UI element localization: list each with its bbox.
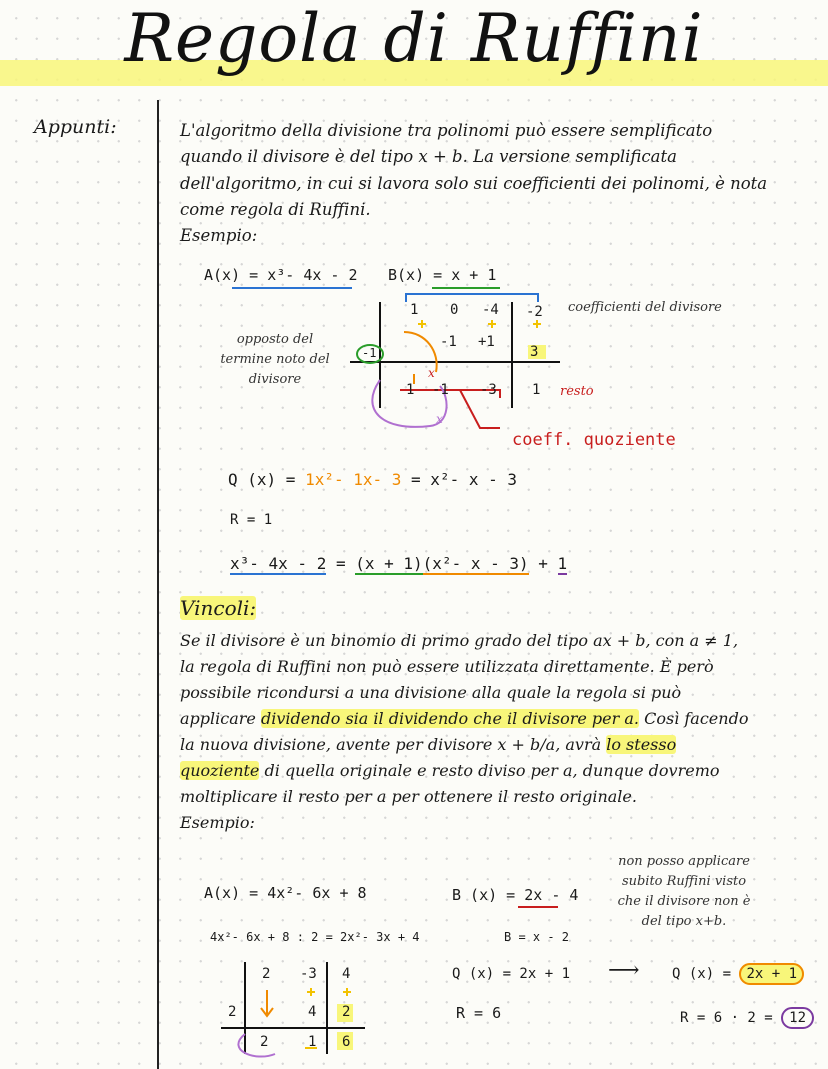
margin-line <box>157 100 159 1069</box>
quotient: (x²- x - 3) <box>422 554 529 573</box>
remainder-value: 6 <box>342 1034 351 1050</box>
coeff-bottom: -1 <box>432 382 449 398</box>
q-final-prefix: Q (x) = <box>672 966 740 982</box>
divisor: (x + 1) <box>355 554 423 573</box>
example-label: Esempio: <box>180 813 255 832</box>
new-remainder: R = 6 <box>456 1004 502 1022</box>
example-label: Esempio: <box>180 226 258 246</box>
r-final-prefix: R = 6 · 2 = <box>680 1010 782 1026</box>
ruffini-scheme-1 <box>340 290 580 440</box>
coeff-top: -3 <box>300 966 317 982</box>
page-title: Regola di Ruffini <box>124 0 704 77</box>
vincoli-line: moltiplicare il resto per a per ottenere il resto originale. <box>180 787 637 806</box>
vincoli-line: quoziente di quella originale e resto diviso per a, dunque dovremo <box>180 761 720 780</box>
q-final-value: 2x + 1 <box>739 963 804 985</box>
coeff-top: 2 <box>262 966 271 982</box>
plus-sign <box>307 988 315 996</box>
vincoli-line: la regola di Ruffini non può essere utilizzata direttamente. È però <box>180 657 714 676</box>
coeff-bottom: 1 <box>406 382 415 398</box>
plus-sign <box>343 988 351 996</box>
note-line: subito Ruffini visto <box>621 874 747 889</box>
coeff-top: 4 <box>342 966 351 982</box>
down-arrow <box>261 990 273 1016</box>
note-line: che il divisore non è <box>617 894 751 909</box>
plus-sign <box>533 320 541 328</box>
coeff-mid: 2 <box>342 1004 351 1020</box>
polynomial-a: A(x) = x³- 4x - 2 <box>204 266 358 284</box>
final-remainder <box>680 1010 814 1026</box>
divisor-value: 2 <box>228 1004 237 1020</box>
note-line: termine noto del <box>220 352 330 367</box>
arrow-right-icon: ⟶ <box>608 958 640 983</box>
quotient-line <box>228 470 517 489</box>
final-quotient <box>672 966 804 982</box>
divisor-value: -1 <box>362 346 377 360</box>
r-final-value: 12 <box>781 1007 814 1029</box>
underline-blue <box>232 287 352 289</box>
sidebar-label: Appunti: <box>34 116 117 138</box>
new-quotient: Q (x) = 2x + 1 <box>452 966 571 982</box>
note-resto: resto <box>560 384 594 399</box>
intro-line: dell'algoritmo, in cui si lavora solo sui coefficienti dei polinomi, è nota <box>180 173 768 193</box>
loop-arrow <box>238 1034 275 1057</box>
q-suffix: = x²- x - 3 <box>401 470 517 489</box>
vincoli-heading <box>180 596 256 620</box>
plus-sign <box>488 320 496 328</box>
coeff-top: -2 <box>526 304 543 320</box>
vincoli-line: possibile ricondursi a una divisione alla quale la regola si può <box>180 683 682 702</box>
coeff-top: 0 <box>450 302 459 318</box>
coeff-mid: +1 <box>478 334 495 350</box>
underline-red <box>518 906 558 908</box>
times-mark: x <box>436 412 443 426</box>
q-term: - 3 <box>372 470 402 489</box>
remainder-line: R = 1 <box>230 512 273 528</box>
q-prefix: Q (x) = <box>228 470 306 489</box>
coeff-bottom: 2 <box>260 1034 269 1050</box>
intro-line: L'algoritmo della divisione tra polinomi può essere semplificato <box>180 121 713 140</box>
coeff-mid: 3 <box>530 344 539 360</box>
intro-line: come regola di Ruffini. <box>180 199 371 219</box>
vincoli-line: la nuova divisione, avente per divisore x + b/a, avrà lo stesso <box>180 735 677 754</box>
new-divisor: B = x - 2 <box>504 930 570 944</box>
note-line: del tipo x+b. <box>641 914 727 929</box>
dividend: x³- 4x - 2 <box>230 554 327 573</box>
note-quoziente: coeff. quoziente <box>512 430 676 450</box>
polynomial-b: B(x) = x + 1 <box>388 266 497 284</box>
coeff-top: 1 <box>410 302 419 318</box>
note-coeff-divisore: coefficienti del divisore <box>568 300 722 315</box>
note-opposto <box>210 330 340 390</box>
q-term: 1x² <box>305 470 334 489</box>
vincoli-line: applicare dividendo sia il dividendo che il divisore per a. Così facendo <box>180 709 749 728</box>
ruffini-scheme-2 <box>215 958 375 1064</box>
note-line: divisore <box>248 372 302 387</box>
vincoli-line: Se il divisore è un binomio di primo grado del tipo ax + b, con a ≠ 1, <box>180 631 739 650</box>
plus: + <box>528 554 558 573</box>
division-identity <box>230 554 567 573</box>
q-term: - 1x <box>333 470 373 489</box>
plus-sign <box>418 320 426 328</box>
note-line: opposto del <box>236 332 314 347</box>
intro-paragraph <box>180 118 767 249</box>
times-mark: x <box>428 366 435 380</box>
division-by-a: 4x²- 6x + 8 : 2 = 2x²- 3x + 4 <box>210 930 420 944</box>
note-line: non posso applicare <box>618 854 750 869</box>
polynomial-b2: B (x) = 2x - 4 <box>452 886 579 904</box>
coeff-mid: -1 <box>440 334 457 350</box>
note-non-applicabile <box>600 852 768 932</box>
remainder: 1 <box>557 554 568 573</box>
coeff-bracket <box>406 294 538 302</box>
underline-green <box>432 287 500 289</box>
polynomial-a2: A(x) = 4x²- 6x + 8 <box>204 884 367 902</box>
coeff-bottom: 1 <box>308 1034 317 1050</box>
coeff-top: -4 <box>482 302 499 318</box>
coeff-bottom: -3 <box>480 382 497 398</box>
remainder-value: 1 <box>532 382 541 398</box>
coeff-mid: 4 <box>308 1004 317 1020</box>
equals: = <box>326 554 356 573</box>
intro-line: quando il divisore è del tipo x + b. La versione semplificata <box>180 147 677 167</box>
vincoli-paragraph <box>180 628 748 836</box>
vincoli-heading-text: Vincoli: <box>180 596 257 620</box>
